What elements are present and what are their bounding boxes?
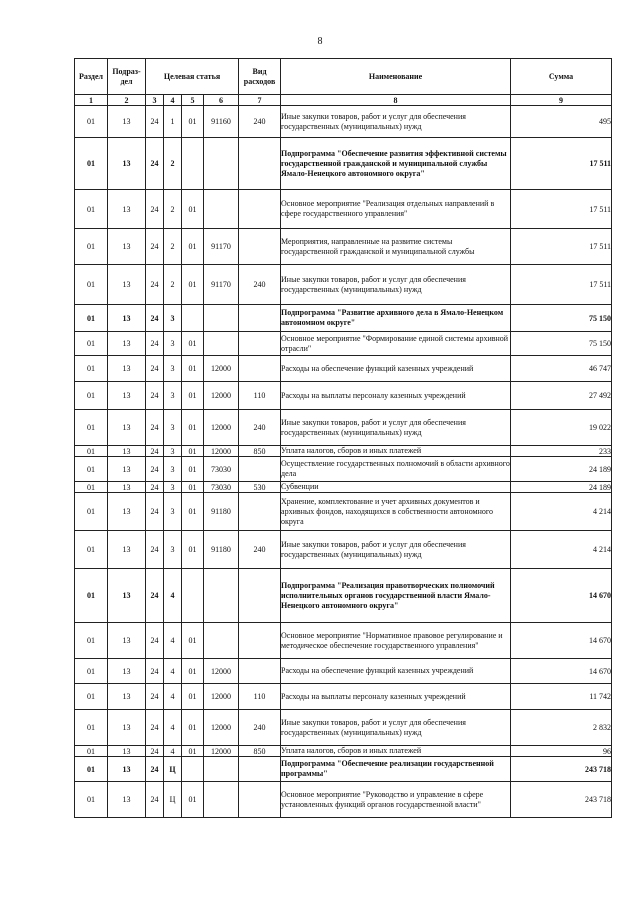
- table-row: [75, 106, 612, 138]
- table-row: [75, 757, 612, 782]
- table-row: [75, 229, 612, 265]
- name-cell: Иные закупки товаров, работ и услуг для обеспечения государственных (муниципальных) нужд: [281, 265, 511, 305]
- header-celevaya: Целевая статья: [146, 59, 239, 95]
- column-number: 2: [108, 95, 146, 106]
- sum-cell: 495: [511, 106, 612, 138]
- razdel-cell: 01: [75, 305, 108, 332]
- sum-cell: 17 511: [511, 190, 612, 229]
- header-vid: Вид расходов: [239, 59, 281, 95]
- subprogram-code-cell: 3: [164, 356, 182, 382]
- event-code-cell: 01: [182, 332, 204, 356]
- razdel-cell: 01: [75, 190, 108, 229]
- name-cell: Мероприятия, направленные на развитие системы государственной гражданской и муниципальной службы: [281, 229, 511, 265]
- table-row: [75, 190, 612, 229]
- sum-cell: 4 214: [511, 531, 612, 569]
- sum-cell: 14 670: [511, 569, 612, 623]
- column-number: 9: [511, 95, 612, 106]
- table-row: [75, 569, 612, 623]
- table-row: [75, 482, 612, 493]
- program-code-cell: 24: [146, 138, 164, 190]
- event-code-cell: 01: [182, 265, 204, 305]
- name-cell: Уплата налогов, сборов и иных платежей: [281, 446, 511, 457]
- program-code-cell: 24: [146, 746, 164, 757]
- expense-type-cell: [239, 190, 281, 229]
- program-code-cell: 24: [146, 305, 164, 332]
- podrazdel-cell: 13: [108, 746, 146, 757]
- program-code-cell: 24: [146, 229, 164, 265]
- direction-code-cell: [204, 138, 239, 190]
- podrazdel-cell: 13: [108, 684, 146, 710]
- program-code-cell: 24: [146, 457, 164, 482]
- direction-code-cell: 12000: [204, 382, 239, 410]
- expense-type-cell: 240: [239, 106, 281, 138]
- sum-cell: 17 511: [511, 229, 612, 265]
- event-code-cell: 01: [182, 659, 204, 684]
- razdel-cell: 01: [75, 684, 108, 710]
- podrazdel-cell: 13: [108, 493, 146, 531]
- sum-cell: 14 670: [511, 659, 612, 684]
- name-cell: Основное мероприятие "Руководство и управление в сфере установленных функций органов государственной власти": [281, 782, 511, 818]
- program-code-cell: 24: [146, 356, 164, 382]
- sum-cell: 75 150: [511, 305, 612, 332]
- podrazdel-cell: 13: [108, 106, 146, 138]
- table-row: [75, 356, 612, 382]
- table-row: [75, 265, 612, 305]
- sum-cell: 24 189: [511, 457, 612, 482]
- name-cell: Расходы на обеспечение функций казенных учреждений: [281, 659, 511, 684]
- expense-type-cell: [239, 569, 281, 623]
- event-code-cell: 01: [182, 446, 204, 457]
- table-row: [75, 457, 612, 482]
- expense-type-cell: [239, 356, 281, 382]
- expense-type-cell: 240: [239, 265, 281, 305]
- razdel-cell: 01: [75, 482, 108, 493]
- sum-cell: 11 742: [511, 684, 612, 710]
- podrazdel-cell: 13: [108, 710, 146, 746]
- column-number: 8: [281, 95, 511, 106]
- program-code-cell: 24: [146, 531, 164, 569]
- program-code-cell: 24: [146, 684, 164, 710]
- podrazdel-cell: 13: [108, 265, 146, 305]
- podrazdel-cell: 13: [108, 446, 146, 457]
- column-number-row: [75, 95, 612, 106]
- sum-cell: 4 214: [511, 493, 612, 531]
- page-number: 8: [317, 36, 323, 47]
- sum-cell: 75 150: [511, 332, 612, 356]
- name-cell: Основное мероприятие "Нормативное правовое регулирование и методическое обеспечение государственного управления": [281, 623, 511, 659]
- subprogram-code-cell: 2: [164, 190, 182, 229]
- expense-type-cell: 850: [239, 746, 281, 757]
- direction-code-cell: 12000: [204, 684, 239, 710]
- name-cell: Подпрограмма "Обеспечение развития эффективной системы государственной гражданской и муниципальной службы Ямало-Ненецкого автономного округа": [281, 138, 511, 190]
- column-number: 6: [204, 95, 239, 106]
- name-cell: Подпрограмма "Обеспечение реализации государственной программы": [281, 757, 511, 782]
- sum-cell: 24 189: [511, 482, 612, 493]
- razdel-cell: 01: [75, 138, 108, 190]
- table-row: [75, 493, 612, 531]
- name-cell: Субвенции: [281, 482, 511, 493]
- direction-code-cell: 91170: [204, 229, 239, 265]
- direction-code-cell: 12000: [204, 410, 239, 446]
- subprogram-code-cell: 3: [164, 457, 182, 482]
- column-number: 4: [164, 95, 182, 106]
- direction-code-cell: 91160: [204, 106, 239, 138]
- subprogram-code-cell: 4: [164, 569, 182, 623]
- name-cell: Расходы на выплаты персоналу казенных учреждений: [281, 382, 511, 410]
- sum-cell: 243 718: [511, 757, 612, 782]
- subprogram-code-cell: 4: [164, 746, 182, 757]
- direction-code-cell: [204, 623, 239, 659]
- podrazdel-cell: 13: [108, 531, 146, 569]
- podrazdel-cell: 13: [108, 659, 146, 684]
- podrazdel-cell: 13: [108, 482, 146, 493]
- expense-type-cell: [239, 457, 281, 482]
- podrazdel-cell: 13: [108, 138, 146, 190]
- subprogram-code-cell: 4: [164, 623, 182, 659]
- subprogram-code-cell: 1: [164, 106, 182, 138]
- subprogram-code-cell: 3: [164, 332, 182, 356]
- direction-code-cell: 12000: [204, 659, 239, 684]
- name-cell: Основное мероприятие "Реализация отдельных направлений в сфере государственного управления": [281, 190, 511, 229]
- expense-type-cell: [239, 623, 281, 659]
- header-razdel: Раздел: [75, 59, 108, 95]
- event-code-cell: 01: [182, 457, 204, 482]
- podrazdel-cell: 13: [108, 305, 146, 332]
- program-code-cell: 24: [146, 493, 164, 531]
- name-cell: Расходы на обеспечение функций казенных учреждений: [281, 356, 511, 382]
- table-row: [75, 710, 612, 746]
- sum-cell: 243 718: [511, 782, 612, 818]
- subprogram-code-cell: 3: [164, 305, 182, 332]
- name-cell: Хранение, комплектование и учет архивных документов и архивных фондов, находящихся в собственности автономного округа: [281, 493, 511, 531]
- razdel-cell: 01: [75, 569, 108, 623]
- subprogram-code-cell: 4: [164, 710, 182, 746]
- sum-cell: 46 747: [511, 356, 612, 382]
- table-row: [75, 446, 612, 457]
- sum-cell: 27 492: [511, 382, 612, 410]
- podrazdel-cell: 13: [108, 332, 146, 356]
- subprogram-code-cell: 2: [164, 138, 182, 190]
- column-number: 7: [239, 95, 281, 106]
- event-code-cell: 01: [182, 684, 204, 710]
- column-number: 5: [182, 95, 204, 106]
- expense-type-cell: [239, 305, 281, 332]
- program-code-cell: 24: [146, 106, 164, 138]
- sum-cell: 17 511: [511, 138, 612, 190]
- razdel-cell: 01: [75, 457, 108, 482]
- table-row: [75, 746, 612, 757]
- direction-code-cell: 91170: [204, 265, 239, 305]
- razdel-cell: 01: [75, 659, 108, 684]
- program-code-cell: 24: [146, 190, 164, 229]
- subprogram-code-cell: 4: [164, 659, 182, 684]
- sum-cell: 19 022: [511, 410, 612, 446]
- program-code-cell: 24: [146, 659, 164, 684]
- table-row: [75, 684, 612, 710]
- event-code-cell: [182, 138, 204, 190]
- expense-type-cell: [239, 757, 281, 782]
- event-code-cell: 01: [182, 190, 204, 229]
- expense-type-cell: 530: [239, 482, 281, 493]
- table-row: [75, 138, 612, 190]
- direction-code-cell: [204, 190, 239, 229]
- event-code-cell: 01: [182, 710, 204, 746]
- name-cell: Основное мероприятие "Формирование единой системы архивной отрасли": [281, 332, 511, 356]
- expense-type-cell: [239, 332, 281, 356]
- name-cell: Осуществление государственных полномочий в области архивного дела: [281, 457, 511, 482]
- razdel-cell: 01: [75, 229, 108, 265]
- direction-code-cell: 12000: [204, 710, 239, 746]
- razdel-cell: 01: [75, 446, 108, 457]
- event-code-cell: [182, 569, 204, 623]
- table-row: [75, 782, 612, 818]
- razdel-cell: 01: [75, 757, 108, 782]
- expense-type-cell: [239, 782, 281, 818]
- sum-cell: 14 670: [511, 623, 612, 659]
- name-cell: Иные закупки товаров, работ и услуг для обеспечения государственных (муниципальных) нужд: [281, 410, 511, 446]
- podrazdel-cell: 13: [108, 356, 146, 382]
- podrazdel-cell: 13: [108, 782, 146, 818]
- razdel-cell: 01: [75, 382, 108, 410]
- event-code-cell: 01: [182, 623, 204, 659]
- program-code-cell: 24: [146, 446, 164, 457]
- program-code-cell: 24: [146, 623, 164, 659]
- event-code-cell: 01: [182, 493, 204, 531]
- podrazdel-cell: 13: [108, 190, 146, 229]
- expense-type-cell: 240: [239, 531, 281, 569]
- direction-code-cell: [204, 569, 239, 623]
- direction-code-cell: 73030: [204, 457, 239, 482]
- expense-type-cell: [239, 659, 281, 684]
- expense-type-cell: 110: [239, 684, 281, 710]
- razdel-cell: 01: [75, 106, 108, 138]
- program-code-cell: 24: [146, 710, 164, 746]
- podrazdel-cell: 13: [108, 623, 146, 659]
- direction-code-cell: 12000: [204, 446, 239, 457]
- event-code-cell: 01: [182, 229, 204, 265]
- name-cell: Подпрограмма "Реализация правотворческих полномочий исполнительных органов государственной власти Ямало-Ненецкого автономного округа": [281, 569, 511, 623]
- table-row: [75, 305, 612, 332]
- subprogram-code-cell: 3: [164, 382, 182, 410]
- razdel-cell: 01: [75, 410, 108, 446]
- name-cell: Иные закупки товаров, работ и услуг для обеспечения государственных (муниципальных) нужд: [281, 710, 511, 746]
- expense-type-cell: 240: [239, 410, 281, 446]
- event-code-cell: 01: [182, 782, 204, 818]
- program-code-cell: 24: [146, 482, 164, 493]
- sum-cell: 17 511: [511, 265, 612, 305]
- header-row: [75, 59, 612, 95]
- direction-code-cell: 91180: [204, 531, 239, 569]
- program-code-cell: 24: [146, 332, 164, 356]
- program-code-cell: 24: [146, 382, 164, 410]
- expense-type-cell: 110: [239, 382, 281, 410]
- table-row: [75, 623, 612, 659]
- event-code-cell: 01: [182, 410, 204, 446]
- table-row: [75, 531, 612, 569]
- sum-cell: 233: [511, 446, 612, 457]
- event-code-cell: 01: [182, 106, 204, 138]
- podrazdel-cell: 13: [108, 457, 146, 482]
- header-podrazdel: Подраз-дел: [108, 59, 146, 95]
- subprogram-code-cell: 3: [164, 531, 182, 569]
- event-code-cell: [182, 305, 204, 332]
- program-code-cell: 24: [146, 782, 164, 818]
- subprogram-code-cell: 2: [164, 229, 182, 265]
- podrazdel-cell: 13: [108, 757, 146, 782]
- expense-type-cell: [239, 493, 281, 531]
- razdel-cell: 01: [75, 623, 108, 659]
- sum-cell: 2 832: [511, 710, 612, 746]
- event-code-cell: 01: [182, 531, 204, 569]
- expense-type-cell: [239, 138, 281, 190]
- name-cell: Уплата налогов, сборов и иных платежей: [281, 746, 511, 757]
- direction-code-cell: 91180: [204, 493, 239, 531]
- direction-code-cell: 12000: [204, 356, 239, 382]
- subprogram-code-cell: Ц: [164, 782, 182, 818]
- direction-code-cell: [204, 757, 239, 782]
- budget-table: [74, 58, 612, 818]
- program-code-cell: 24: [146, 757, 164, 782]
- razdel-cell: 01: [75, 265, 108, 305]
- subprogram-code-cell: 3: [164, 410, 182, 446]
- table-row: [75, 382, 612, 410]
- expense-type-cell: 850: [239, 446, 281, 457]
- event-code-cell: 01: [182, 746, 204, 757]
- name-cell: Расходы на выплаты персоналу казенных учреждений: [281, 684, 511, 710]
- subprogram-code-cell: 3: [164, 493, 182, 531]
- subprogram-code-cell: 3: [164, 446, 182, 457]
- header-name: Наименование: [281, 59, 511, 95]
- event-code-cell: 01: [182, 356, 204, 382]
- name-cell: Подпрограмма "Развитие архивного дела в Ямало-Ненецком автономном округе": [281, 305, 511, 332]
- name-cell: Иные закупки товаров, работ и услуг для обеспечения государственных (муниципальных) нужд: [281, 531, 511, 569]
- podrazdel-cell: 13: [108, 229, 146, 265]
- event-code-cell: [182, 757, 204, 782]
- podrazdel-cell: 13: [108, 410, 146, 446]
- podrazdel-cell: 13: [108, 569, 146, 623]
- table-body: [75, 106, 612, 818]
- podrazdel-cell: 13: [108, 382, 146, 410]
- direction-code-cell: [204, 782, 239, 818]
- table-row: [75, 410, 612, 446]
- subprogram-code-cell: Ц: [164, 757, 182, 782]
- table-row: [75, 332, 612, 356]
- column-number: 3: [146, 95, 164, 106]
- name-cell: Иные закупки товаров, работ и услуг для обеспечения государственных (муниципальных) нужд: [281, 106, 511, 138]
- expense-type-cell: [239, 229, 281, 265]
- razdel-cell: 01: [75, 356, 108, 382]
- sum-cell: 96: [511, 746, 612, 757]
- event-code-cell: 01: [182, 382, 204, 410]
- razdel-cell: 01: [75, 531, 108, 569]
- razdel-cell: 01: [75, 746, 108, 757]
- direction-code-cell: [204, 332, 239, 356]
- direction-code-cell: 12000: [204, 746, 239, 757]
- direction-code-cell: 73030: [204, 482, 239, 493]
- program-code-cell: 24: [146, 410, 164, 446]
- column-number: 1: [75, 95, 108, 106]
- event-code-cell: 01: [182, 482, 204, 493]
- razdel-cell: 01: [75, 493, 108, 531]
- razdel-cell: 01: [75, 782, 108, 818]
- program-code-cell: 24: [146, 265, 164, 305]
- razdel-cell: 01: [75, 332, 108, 356]
- header-sum: Сумма: [511, 59, 612, 95]
- expense-type-cell: 240: [239, 710, 281, 746]
- program-code-cell: 24: [146, 569, 164, 623]
- table-row: [75, 659, 612, 684]
- subprogram-code-cell: 2: [164, 265, 182, 305]
- subprogram-code-cell: 4: [164, 684, 182, 710]
- direction-code-cell: [204, 305, 239, 332]
- subprogram-code-cell: 3: [164, 482, 182, 493]
- razdel-cell: 01: [75, 710, 108, 746]
